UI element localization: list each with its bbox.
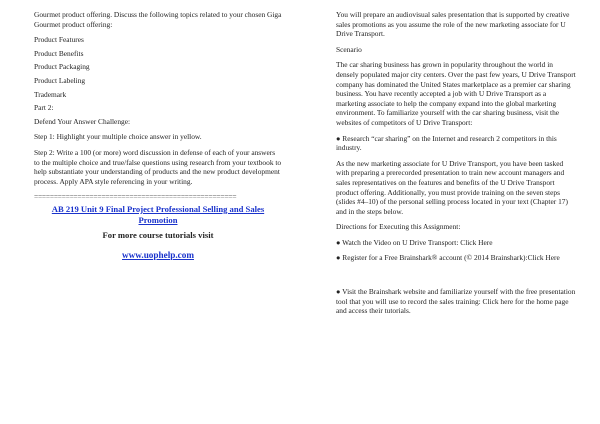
right-page	[336, 10, 576, 322]
directions-heading: Directions for Executing this Assignment:	[336, 222, 461, 232]
course-title-link[interactable]: AB 219 Unit 9 Final Project Professional Selling and Sales Promotion	[51, 203, 265, 225]
topic-features: Product Features	[34, 35, 84, 45]
part2-heading: Part 2:	[34, 103, 54, 113]
topic-benefits: Product Benefits	[34, 48, 84, 58]
step1-text: Step 1: Highlight your multiple choice answer in yellow.	[34, 132, 202, 142]
blank-gap	[336, 269, 576, 287]
left-page	[34, 10, 282, 260]
promo-text: For more course tutorials visit	[102, 230, 214, 241]
site-link[interactable]: www.uophelp.com	[122, 249, 194, 260]
bullet-brainshark: ● Visit the Brainshark website and familiarize yourself with the free presentation tool that you will use to record the sales training: Click here for the home page and access their tutorials.	[336, 287, 576, 316]
intro-paragraph: Gourmet product offering. Discuss the following topics related to your chosen Giga Gourmet product offering:	[34, 10, 282, 29]
challenge-heading: Defend Your Answer Challenge:	[34, 116, 131, 126]
bullet-video: ● Watch the Video on U Drive Transport: Click Here	[336, 237, 493, 247]
scenario-paragraph: The car sharing business has grown in popularity throughout the world in densely populated major city centers. Over the past few years, U Drive Transport company has dominated the United States marketplace as a premier car sharing business. You have recently accepted a job with U Drive Transport as a marketing associate to help the company expand into the global marketing environment. To familiarize yourself with the car sharing business, visit the websites of competitors of U Drive Transport:	[336, 60, 576, 127]
topic-trademark: Trademark	[34, 89, 67, 99]
bullet-research: ● Research “car sharing” on the Internet and research 2 competitors in this industry.	[336, 133, 557, 153]
step2-text: Step 2: Write a 100 (or more) word discussion in defense of each of your answers to the multiple choice and true/false questions using research from your textbook to help substantiate your understanding of products and the new product development process. Apply APA style referencing in your writing.	[34, 147, 282, 186]
bullet-register: ● Register for a Free Brainshark® account (© 2014 Brainshark):Click Here	[336, 253, 560, 263]
topic-packaging: Product Packaging	[34, 62, 90, 72]
separator-line: ===================================================	[34, 192, 237, 202]
scenario-heading: Scenario	[336, 44, 362, 54]
topic-labeling: Product Labeling	[34, 75, 86, 85]
intro-paragraph: You will prepare an audiovisual sales presentation that is supported by creative sales promotions as you assume the role of the new marketing associate for U Drive Transport.	[336, 10, 570, 39]
associate-paragraph: As the new marketing associate for U Drive Transport, you have been tasked with preparing a prerecorded presentation to train new account managers and sales representatives on the features and benefits of the U Drive Transport product offering. Additionally, you must provide training on the seven steps (slides #4–10) of the personal selling process located in your text (Chapter 17) and in the steps below.	[336, 158, 568, 216]
